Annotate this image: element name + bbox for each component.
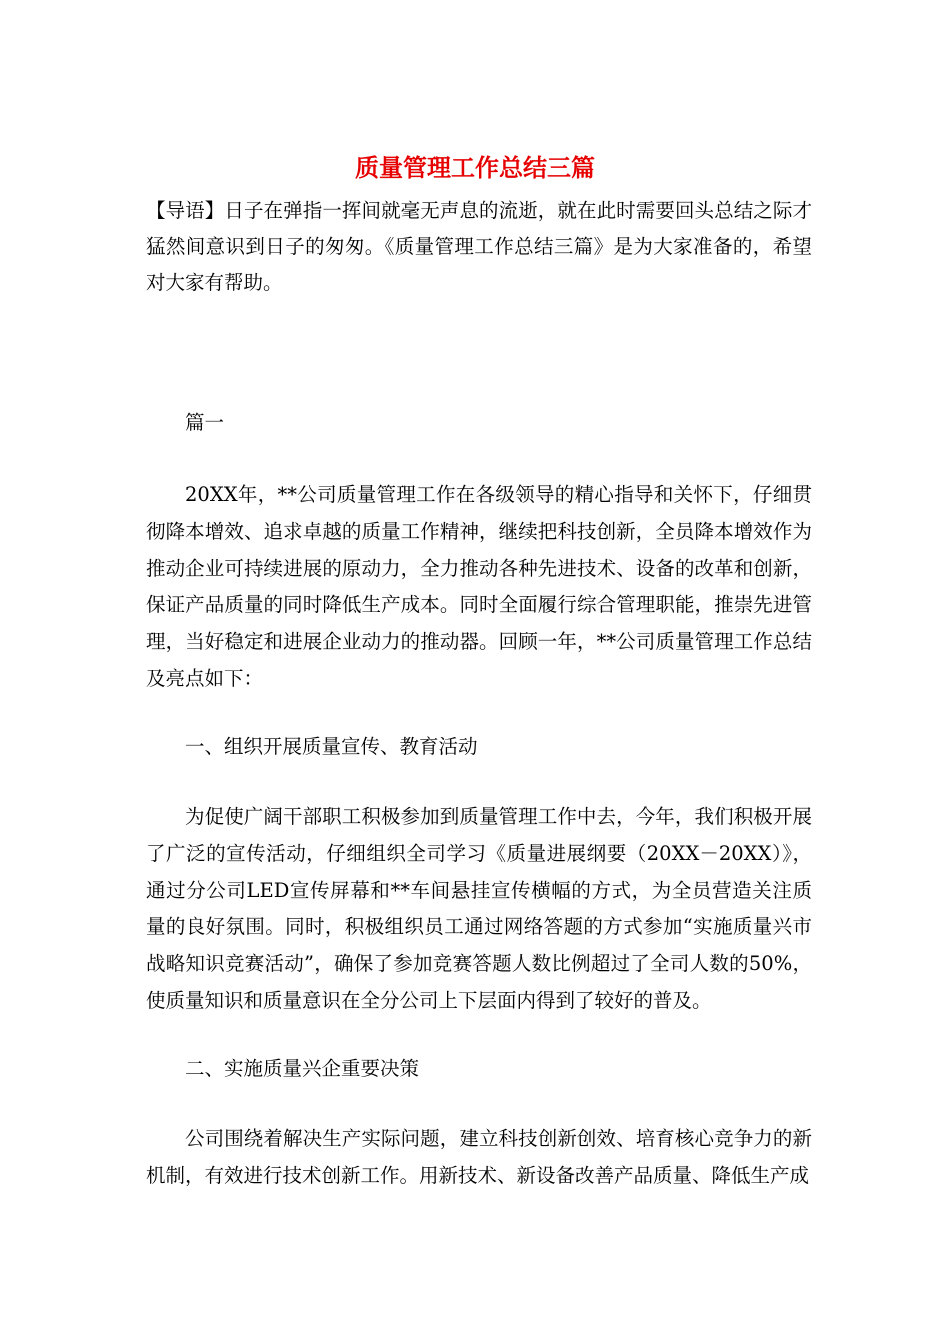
body-paragraph-2: 为促使广阔干部职工积极参加到质量管理工作中去，今年，我们积极开展了广泛的宣传活动，仔细组织全司学习《质量进展纲要（20XX－20XX）》，通过分公司LED宣传屏幕和**车间悬挂宣传横幅的方式，为全员营造关注质量的良好氛围。同时，积极组织员工通过网络答题的方式参加“实施质量兴市战略知识竞赛活动”，确保了参加竞赛答题人数比例超过了全司人数的50%，使质量知识和质量意识在全分公司上下层面内得到了较好的普及。 bbox=[146, 805, 812, 1012]
body-paragraph-3: 公司围绕着解决生产实际问题，建立科技创新创效、培育核心竞争力的新机制，有效进行技术创新工作。用新技术、新设备改善产品质量、降低生产成 bbox=[146, 1127, 812, 1187]
intro-paragraph: 【导语】日子在弹指一挥间就毫无声息的流逝，就在此时需要回头总结之际才猛然间意识到日子的匆匆。《质量管理工作总结三篇》是为大家准备的，希望对大家有帮助。 bbox=[146, 199, 812, 294]
document-title: 质量管理工作总结三篇 bbox=[355, 153, 595, 182]
section-label: 篇一 bbox=[185, 411, 225, 434]
body-paragraph-1: 20XX年，**公司质量管理工作在各级领导的精心指导和关怀下，仔细贯彻降本增效、追求卓越的质量工作精神，继续把科技创新，全员降本增效作为推动企业可持续进展的原动力，全力推动各种先进技术、设备的改革和创新，保证产品质量的同时降低生产成本。同时全面履行综合管理职能，推崇先进管理，当好稳定和进展企业动力的推动器。回顾一年，**公司质量管理工作总结及亮点如下： bbox=[146, 483, 812, 690]
section-heading-2: 二、实施质量兴企重要决策 bbox=[185, 1057, 420, 1080]
section-heading-1: 一、组织开展质量宣传、教育活动 bbox=[185, 735, 478, 758]
